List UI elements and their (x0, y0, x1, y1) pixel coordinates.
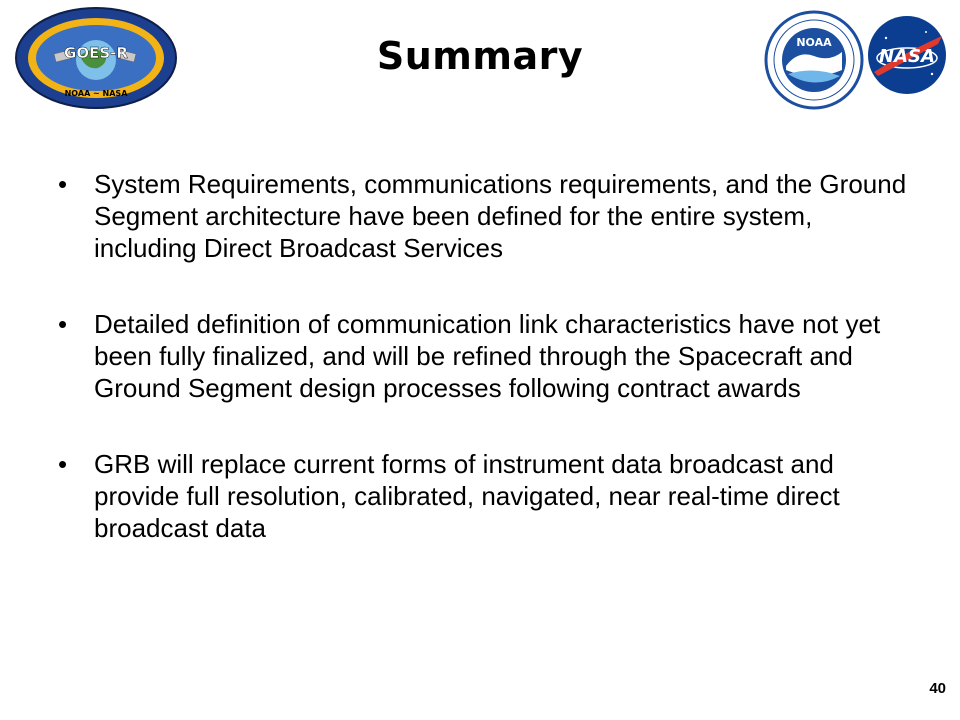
noaa-seal-icon (764, 10, 864, 110)
noaa-label: NOAA (796, 36, 832, 49)
nasa-meatball-icon (866, 14, 948, 96)
goes-r-bottom-text: NOAA ~ NASA (64, 89, 128, 98)
bullet-item (58, 448, 918, 544)
noaa-logo (764, 10, 864, 110)
nasa-logo (866, 14, 948, 96)
bullet-dot-icon: • (58, 169, 68, 199)
bullet-text: System Requirements, communications requirements, and the Ground Segment architecture have been defined for the entire system, including Direct Broadcast Services (94, 169, 907, 263)
bullet-item (58, 308, 918, 404)
bullet-text: Detailed definition of communication link characteristics have not yet been fully finalized, and will be refined through the Spacecraft and Ground Segment design processes following contract awards (94, 309, 881, 403)
nasa-label: NASA (879, 46, 935, 67)
page-number: 40 (929, 680, 946, 697)
bullet-item (58, 168, 918, 264)
bullet-dot-icon: • (58, 309, 68, 339)
goes-r-center-text: GOES-R (64, 44, 128, 62)
bullet-list (58, 168, 918, 588)
slide-title: Summary (376, 34, 584, 78)
bullet-text: GRB will replace current forms of instrument data broadcast and provide full resolution, calibrated, navigated, near real-time direct broadcast data (94, 449, 840, 543)
bullet-dot-icon: • (58, 449, 68, 479)
